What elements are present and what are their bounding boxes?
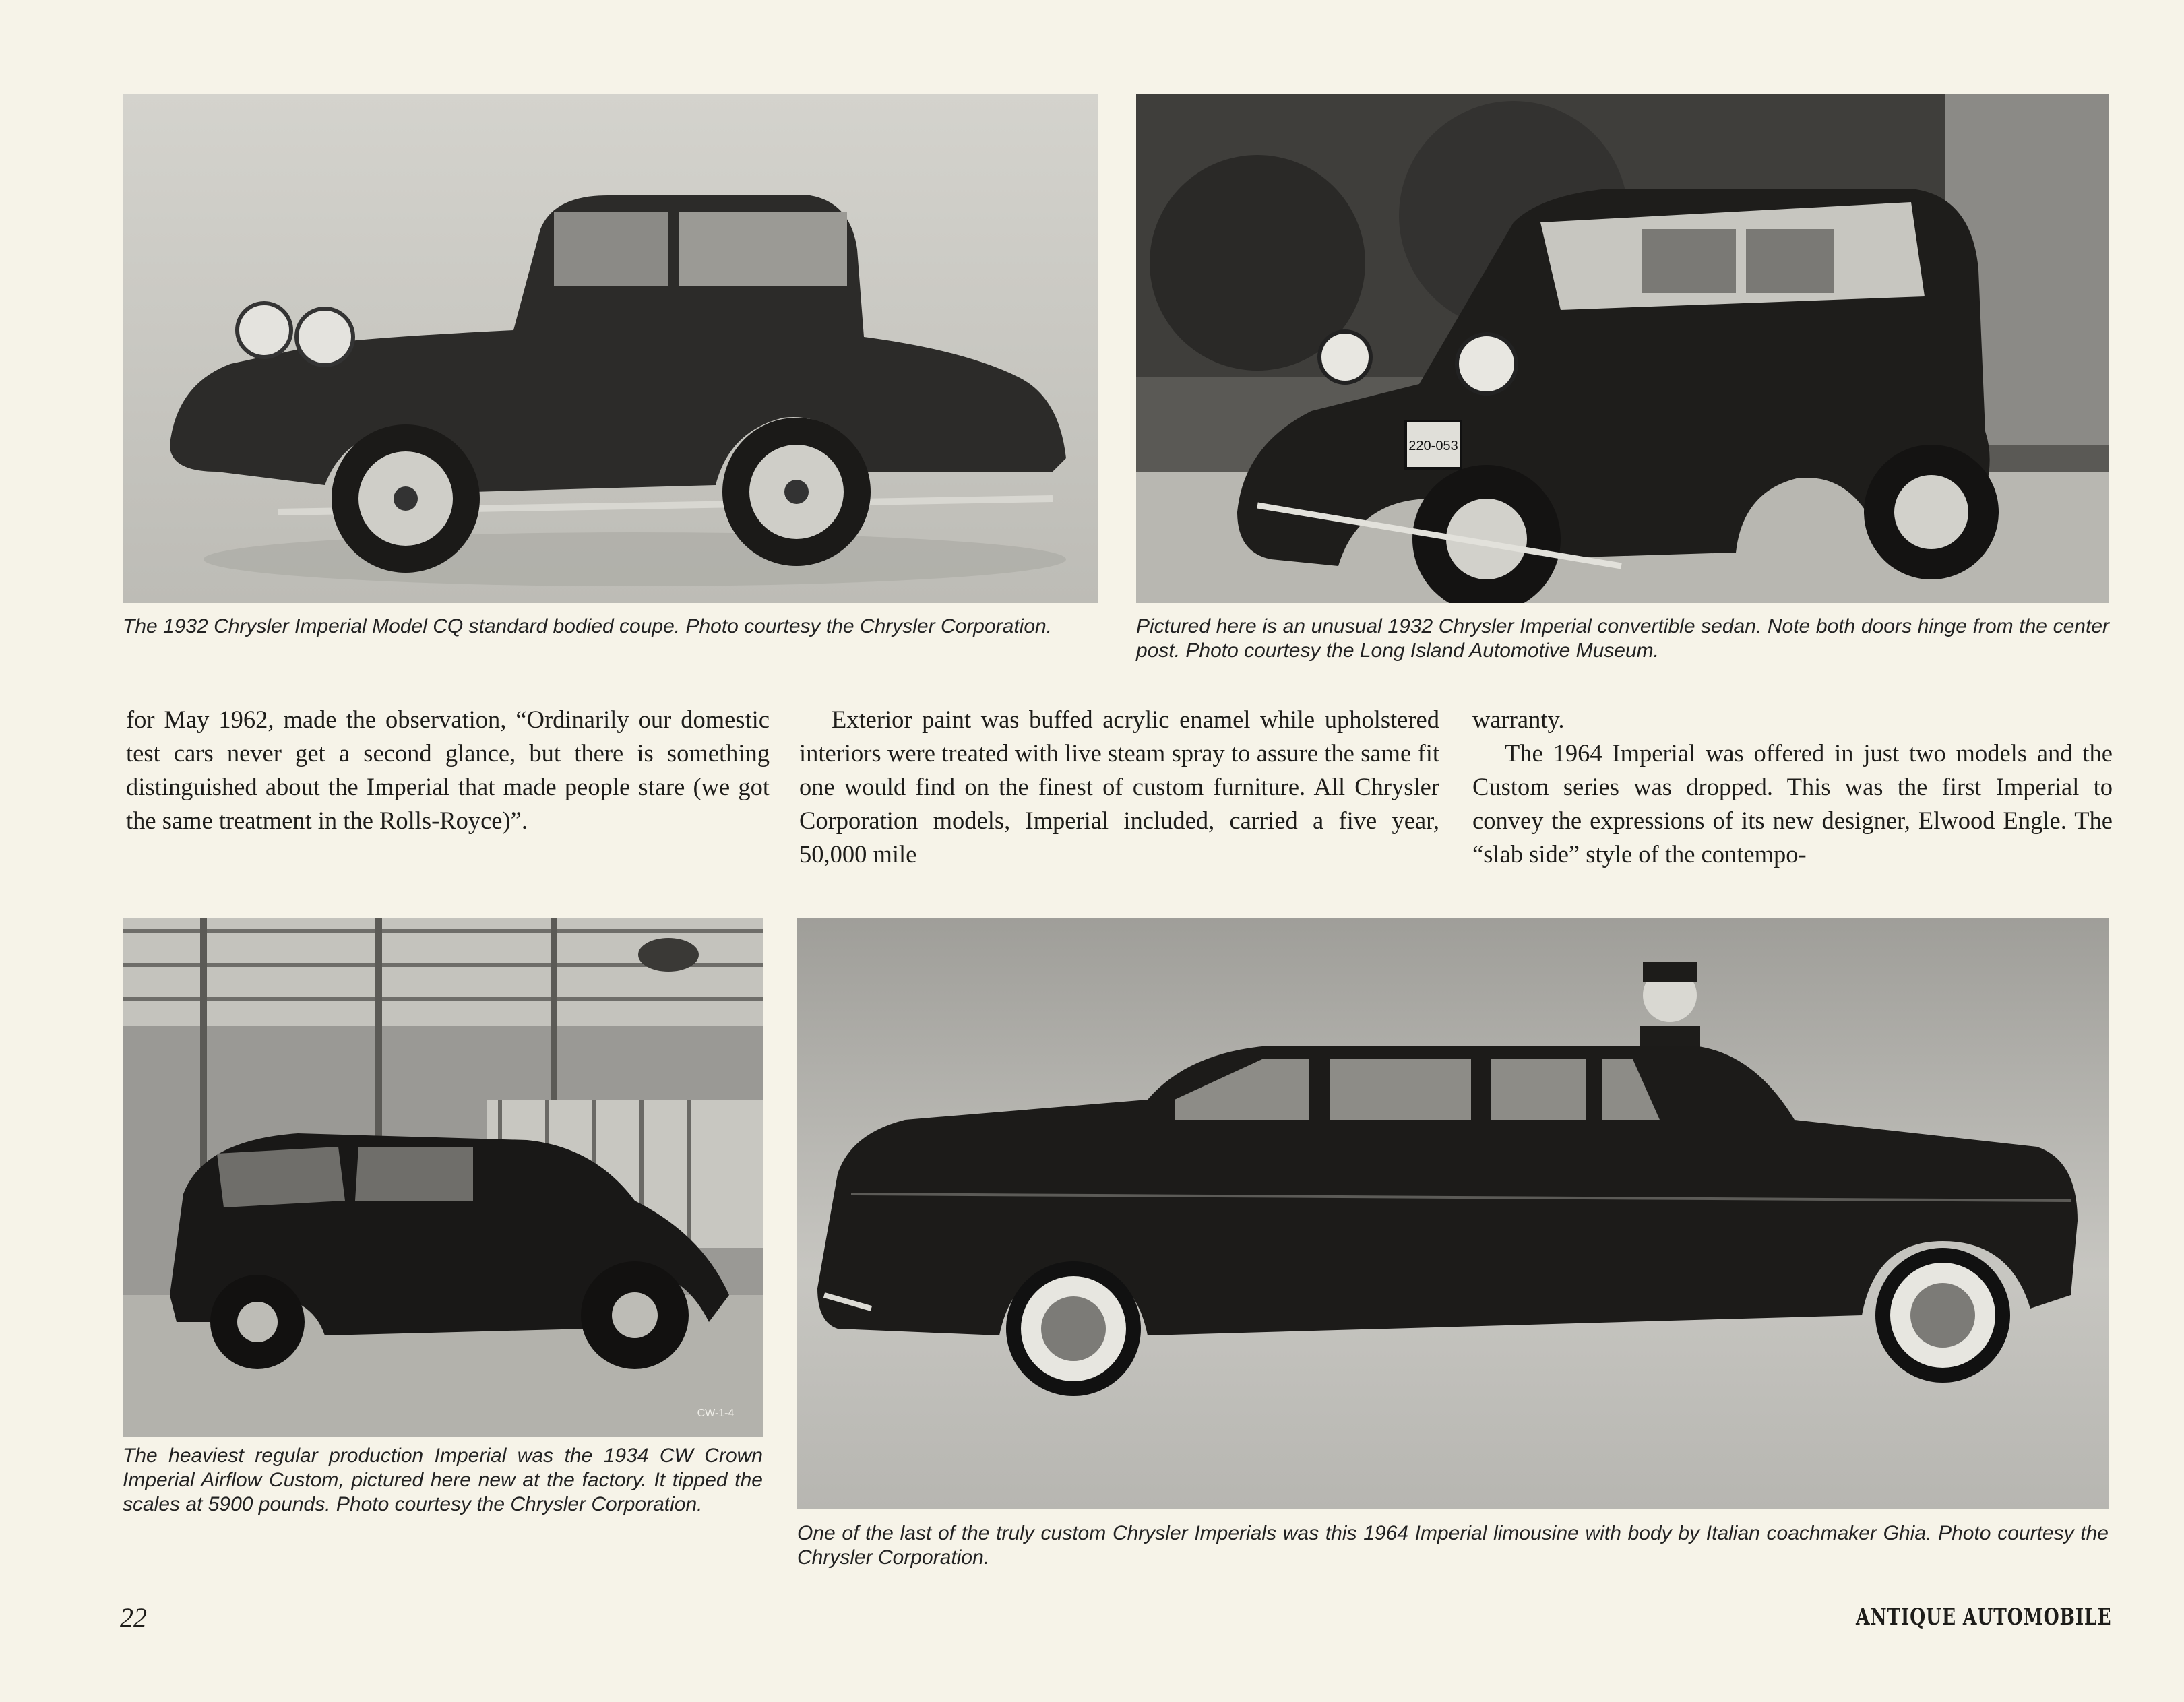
- body-column-1: [126, 703, 770, 838]
- paragraph: The 1964 Imperial was offered in just two models and the Custom series was dropped. This was the first Imperial to convey the expressions of its new designer, Elwood Engle. The “slab side” style of the contempo-: [1472, 739, 2113, 868]
- photo-1964-limousine: [797, 918, 2109, 1509]
- body-column-3: [1472, 703, 2113, 871]
- paragraph: Exterior paint was buffed acrylic enamel while upholstered interiors were treated with live steam spray to assure the same fit one would find on the finest of custom furniture. All Chrysler Corporation models, Imperial included, carried a five year, 50,000 mile: [799, 705, 1439, 868]
- photo-tag-text: CW-1-4: [697, 1408, 735, 1419]
- photo-1932-coupe: [123, 94, 1098, 603]
- body-column-2: [799, 703, 1439, 871]
- photo-1934-airflow: [123, 918, 763, 1437]
- caption-1934-airflow: The heaviest regular production Imperial was the 1934 CW Crown Imperial Airflow Custom, pictured here new at the factory. It tipped the scales at 5900 pounds. Photo courtesy the Chrysler Corporation.: [123, 1445, 763, 1515]
- paragraph: warranty.: [1472, 705, 1565, 733]
- paragraph: for May 1962, made the observation, “Ordinarily our domestic test cars never get a second glance, but there is something distinguished about the Imperial that made people stare (we got the same treatment in the Rolls-Royce)”.: [126, 705, 770, 834]
- masthead-logo: ANTIQUE AUTOMOBILE: [1855, 1604, 2111, 1631]
- photo-1932-convertible-sedan: [1136, 94, 2109, 603]
- page-number: 22: [120, 1602, 147, 1633]
- caption-1964-limousine: One of the last of the truly custom Chrysler Imperials was this 1964 Imperial limousine with body by Italian coachmaker Ghia. Photo courtesy the Chrysler Corporation.: [797, 1522, 2109, 1569]
- caption-1932-convertible-sedan: Pictured here is an unusual 1932 Chrysler Imperial convertible sedan. Note both doors hinge from the center post. Photo courtesy the Long Island Automotive Museum.: [1136, 615, 2109, 662]
- caption-1932-coupe: The 1932 Chrysler Imperial Model CQ standard bodied coupe. Photo courtesy the Chrysler Corporation.: [123, 615, 1053, 637]
- license-plate-text: 220-053: [1408, 439, 1458, 453]
